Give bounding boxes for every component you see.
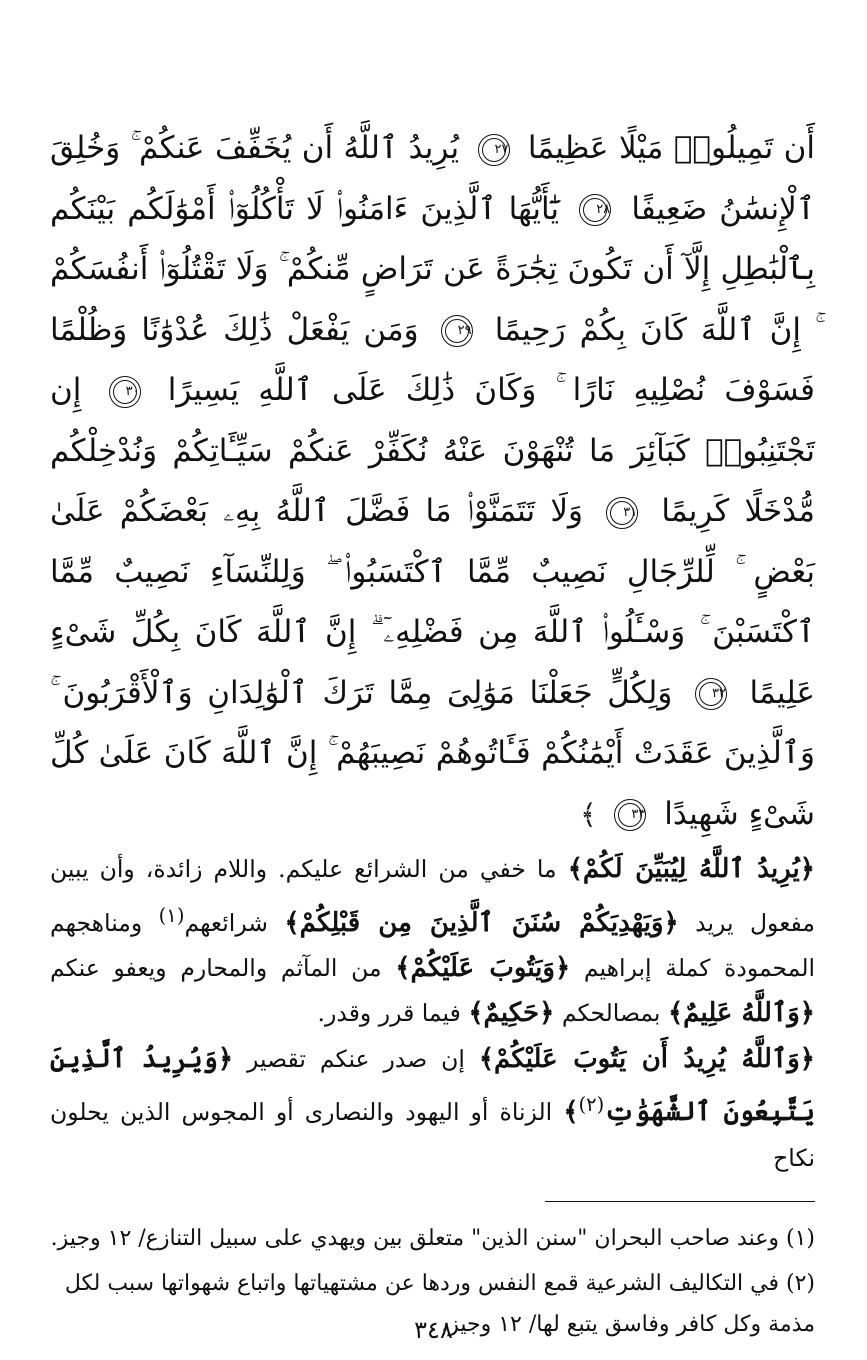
quran-segment: يَٰٓأَيُّهَا ٱلَّذِينَ ءَامَنُوا۟ لَا تَأْكُلُوٓا۟ أَمْوَٰلَكُم بَيْنَكُم بِٱلْبَٰطِلِ إِلَّآ أَن تَكُونَ تِجَٰرَةً عَن تَرَاضٍ مِّنكُمْ ۚ وَلَا تَقْتُلُوٓا۟ أَنفُسَكُمْ ۚ إِنَّ ٱللَّهَ كَانَ بِكُمْ رَحِيمًا [50,190,816,348]
quoted-verse: ﴿وَيَهْدِيَكُمْ سُنَنَ ٱلَّذِينَ مِن قَبْلِكُمْ﴾ [284,907,679,938]
footnote-ref-1: (١) [158,903,185,927]
commentary: بمصالحكم [554,999,668,1028]
commentary: ما خفي من الشرائع عليكم. واللام زائدة، وأن يبين مفعول يريد [50,855,816,937]
footnote-1: (١) وعند صاحب البحران "سنن الذين" متعلق بين ويهدي على سبيل التنازع/ ١٢ وجيز. [50,1226,815,1252]
quran-text [50,118,815,845]
closing-bracket: ﴾ [580,797,597,831]
page-number: ٣٤٨ [414,1316,453,1344]
quran-segment: وَلِكُلٍّ جَعَلْنَا مَوَٰلِىَ مِمَّا تَرَكَ ٱلْوَٰلِدَانِ وَٱلْأَقْرَبُونَ ۚ وَٱلَّذِينَ عَقَدَتْ أَيْمَٰنُكُمْ فَـَٔاتُوهُمْ نَصِيبَهُمْ ۚ إِنَّ ٱللَّهَ كَانَ عَلَىٰ كُلِّ شَىْءٍ شَهِيدًا [50,674,815,832]
footnote-divider [545,1201,815,1202]
commentary: فيما قرر وقدر. [317,999,469,1028]
commentary: الزناة أو اليهود والنصارى أو المجوس الذين يحلون نكاح [50,1098,815,1172]
quran-segment: إِن تَجْتَنِبُوا۟ كَبَآئِرَ مَا تُنْهَوْنَ عَنْهُ نُكَفِّرْ عَنكُمْ سَيِّـَٔاتِكُمْ وَنُدْخِلْكُم مُّدْخَلًا كَرِيمًا [50,372,815,529]
ayah-marker-27: ٢٧ [478,134,510,166]
quoted-verse: ﴿وَٱللَّهُ يُرِيدُ أَن يَتُوبَ عَلَيْكُمْ﴾ [478,1043,816,1074]
quoted-verse: ﴿وَيُرِيدُ ٱلَّذِينَ يَتَّبِعُونَ ٱلشَّهَوَٰتِ [50,1043,815,1128]
quran-segment: يُرِيدُ ٱللَّهُ أَن يُخَفِّفَ عَنكُمْ ۚ وَخُلِقَ ٱلْإِنسَٰنُ ضَعِيفًا [50,130,816,227]
quoted-verse: ﴿حَكِيمٌ﴾ [468,998,555,1029]
footnote-2: (٢) في التكاليف الشرعية قمع النفس وردها عن مشتهياتها واتباع شهواتها سبب لكل مذمة وكل كافر وفاسق يتبع لها/ ١٢ وجيز. [64,1271,815,1338]
ayah-marker-29: ٢٩ [441,315,473,347]
tafsir-paragraph-1 [50,847,815,1037]
tafsir-paragraph-2 [50,1037,815,1181]
quoted-verse: ﴿يُرِيدُ ٱللَّهُ لِيُبَيِّنَ لَكُمْ﴾ [567,854,815,884]
quoted-verse: ﴿وَٱللَّهُ عَلِيمٌ﴾ [667,998,815,1029]
commentary: ومناهجهم المحمودة كملة إبراهيم [50,908,816,982]
footnote-ref-2: (٢) [578,1093,605,1117]
quran-segment: وَمَن يَفْعَلْ ذَٰلِكَ عُدْوَٰنًا وَظُلْمًا فَسَوْفَ نُصْلِيهِ نَارًا ۚ وَكَانَ ذَٰلِكَ عَلَى ٱللَّهِ يَسِيرًا [50,311,816,408]
ayah-marker-31: ٣١ [606,497,638,529]
commentary: شرائعهم [184,908,285,937]
tafsir-text [50,847,815,1181]
commentary: إن صدر عنكم تقصير [233,1044,479,1073]
ayah-marker-32: ٣٢ [695,678,727,710]
quran-segment: وَلَا تَتَمَنَّوْا۟ مَا فَضَّلَ ٱللَّهُ بِهِۦ بَعْضَكُمْ عَلَىٰ بَعْضٍ ۚ لِّلرِّجَالِ نَصِيبٌ مِّمَّا ٱكْتَسَبُوا۟ ۖ وَلِلنِّسَآءِ نَصِيبٌ مِّمَّا ٱكْتَسَبْنَ ۚ وَسْـَٔلُوا۟ ٱللَّهَ مِن فَضْلِهِۦٓ ۗ إِنَّ ٱللَّهَ كَانَ بِكُلِّ شَىْءٍ عَلِيمًا [50,493,816,711]
quran-segment: أَن تَمِيلُوا۟ مَيْلًا عَظِيمًا [527,130,815,166]
ayah-marker-33: ٣٣ [614,799,646,831]
quoted-verse: ﴾ [563,1097,579,1128]
ayah-marker-28: ٢٨ [579,194,611,226]
quoted-verse: ﴿وَيَتُوبَ عَلَيْكُمْ﴾ [395,952,571,983]
commentary: من المآثم والمحارم ويعفو عنكم [50,953,396,982]
ayah-marker-30: ٣٠ [109,376,141,408]
